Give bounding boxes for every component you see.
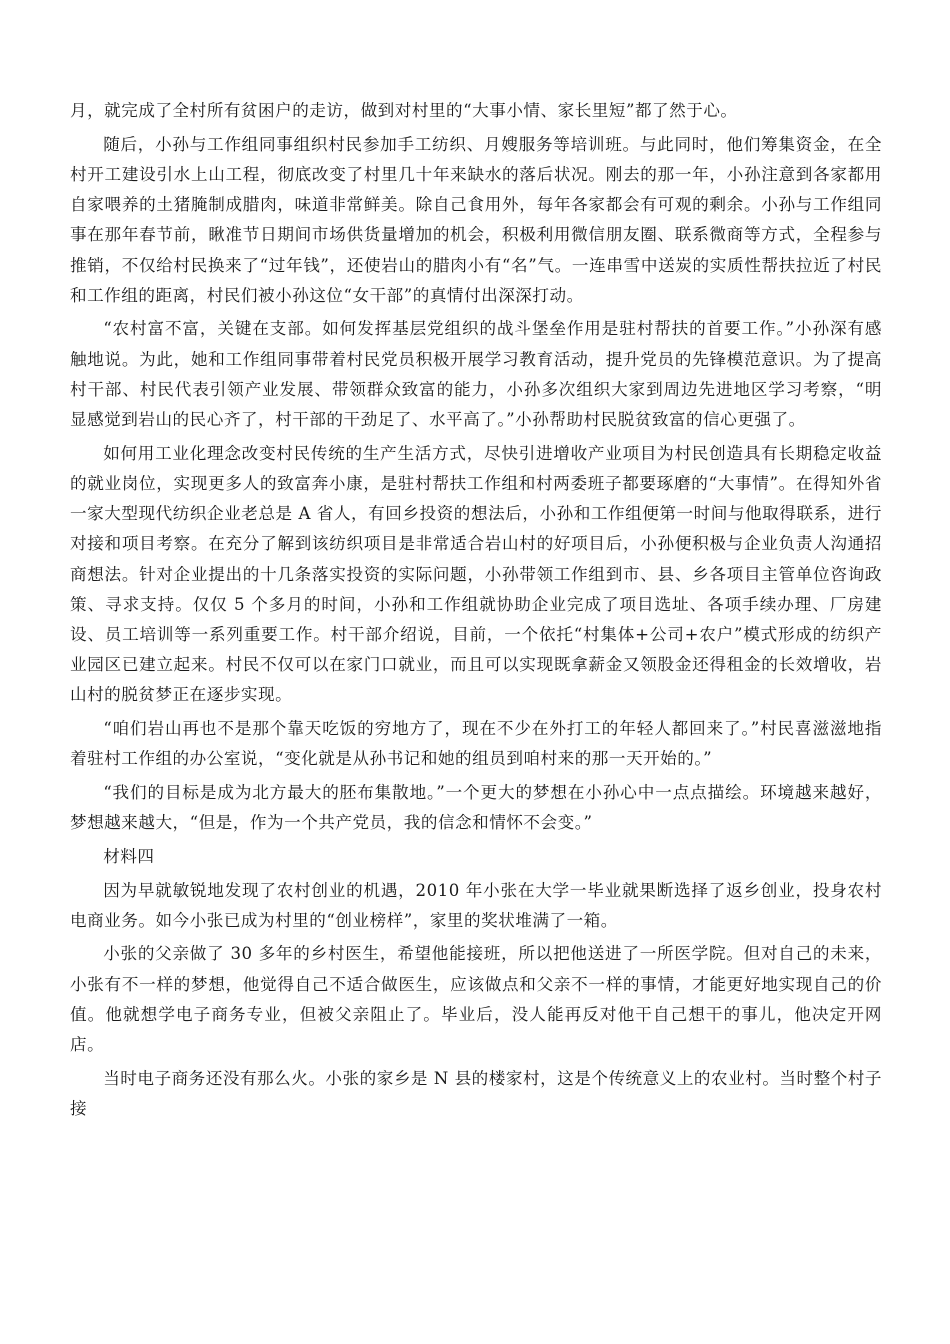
paragraph-6: “我们的目标是成为北方最大的胚布集散地。”一个更大的梦想在小孙心中一点点描绘。环境越来越好，梦想越来越大，“但是，作为一个共产党员，我的信念和情怀不会变。” (70, 782, 882, 833)
paragraph-8: 小张的父亲做了 30 多年的乡村医生，希望他能接班，所以把他送进了一所医学院。但对自己的未来，小张有不一样的梦想，他觉得自己不适合做医生，应该做点和父亲不一样的事情，才能更好地实现自己的价值。他就想学电子商务专业，但被父亲阻止了。毕业后，没人能再反对他干自己想干的事儿，他决定开网店。 (70, 944, 882, 1055)
paragraph-1: 月，就完成了全村所有贫困户的走访，做到对村里的“大事小情、家长里短”都了然于心。 (70, 101, 738, 120)
document-body (70, 96, 882, 1128)
paragraph-4: 如何用工业化理念改变村民传统的生产生活方式，尽快引进增收产业项目为村民创造具有长期稳定收益的就业岗位，实现更多人的致富奔小康，是驻村帮扶工作组和村两委班子都要琢磨的“大事情”。在得知外省一家大型现代纺织企业老总是 A 省人，有回乡投资的想法后，小孙和工作组便第一时间与他取得联系，进行对接和项目考察。在充分了解到该纺织项目是非常适合岩山村的好项目后，小孙便积极与企业负责人沟通招商想法。针对企业提出的十几条落实投资的实际问题，小孙带领工作组到市、县、乡各项目主管单位咨询政策、寻求支持。仅仅 5 个多月的时间，小孙和工作组就协助企业完成了项目选址、各项手续办理、厂房建设、员工培训等一系列重要工作。村干部介绍说，目前，一个依托“村集体+公司+农户”模式形成的纺织产业园区已建立起来。村民不仅可以在家门口就业，而且可以实现既拿薪金又领股金还得租金的长效增收，岩山村的脱贫梦正在逐步实现。 (70, 443, 882, 705)
paragraph-9: 当时电子商务还没有那么火。小张的家乡是 N 县的楼家村，这是个传统意义上的农业村。当时整个村子接 (70, 1068, 882, 1118)
paragraph-3: “农村富不富，关键在支部。如何发挥基层党组织的战斗堡垒作用是驻村帮扶的首要工作。”小孙深有感触地说。为此，她和工作组同事带着村民党员积极开展学习教育活动，提升党员的先锋模范意识。为了提高村干部、村民代表引领产业发展、带领群众致富的能力，小孙多次组织大家到周边先进地区学习考察，“明显感觉到岩山的民心齐了，村干部的干劲足了、水平高了。”小孙帮助村民脱贫致富的信心更强了。 (70, 319, 882, 430)
paragraph-7: 因为早就敏锐地发现了农村创业的机遇，2010 年小张在大学一毕业就果断选择了返乡创业，投身农村电商业务。如今小张已成为村里的“创业榜样”，家里的奖状堆满了一箱。 (70, 880, 882, 930)
section-heading-material-4: 材料四 (103, 846, 155, 866)
paragraph-2: 随后，小孙与工作组同事组织村民参加手工纺织、月嫂服务等培训班。与此同时，他们筹集资金，在全村开工建设引水上山工程，彻底改变了村里几十年来缺水的落后状况。刚去的那一年，小孙注意到各家都用自家喂养的土猪腌制成腊肉，味道非常鲜美。除自己食用外，每年各家都会有可观的剩余。小孙与工作组同事在那年春节前，瞅准节日期间市场供货量增加的机会，积极利用微信朋友圈、联系微商等方式，全程参与推销，不仅给村民换来了“过年钱”，还使岩山的腊肉小有“名”气。一连串雪中送炭的实质性帮扶拉近了村民和工作组的距离，村民们被小孙这位“女干部”的真情付出深深打动。 (70, 134, 882, 305)
paragraph-5: “咱们岩山再也不是那个靠天吃饭的穷地方了，现在不少在外打工的年轻人都回来了。”村民喜滋滋地指着驻村工作组的办公室说，“变化就是从孙书记和她的组员到咱村来的那一天开始的。” (70, 719, 882, 769)
